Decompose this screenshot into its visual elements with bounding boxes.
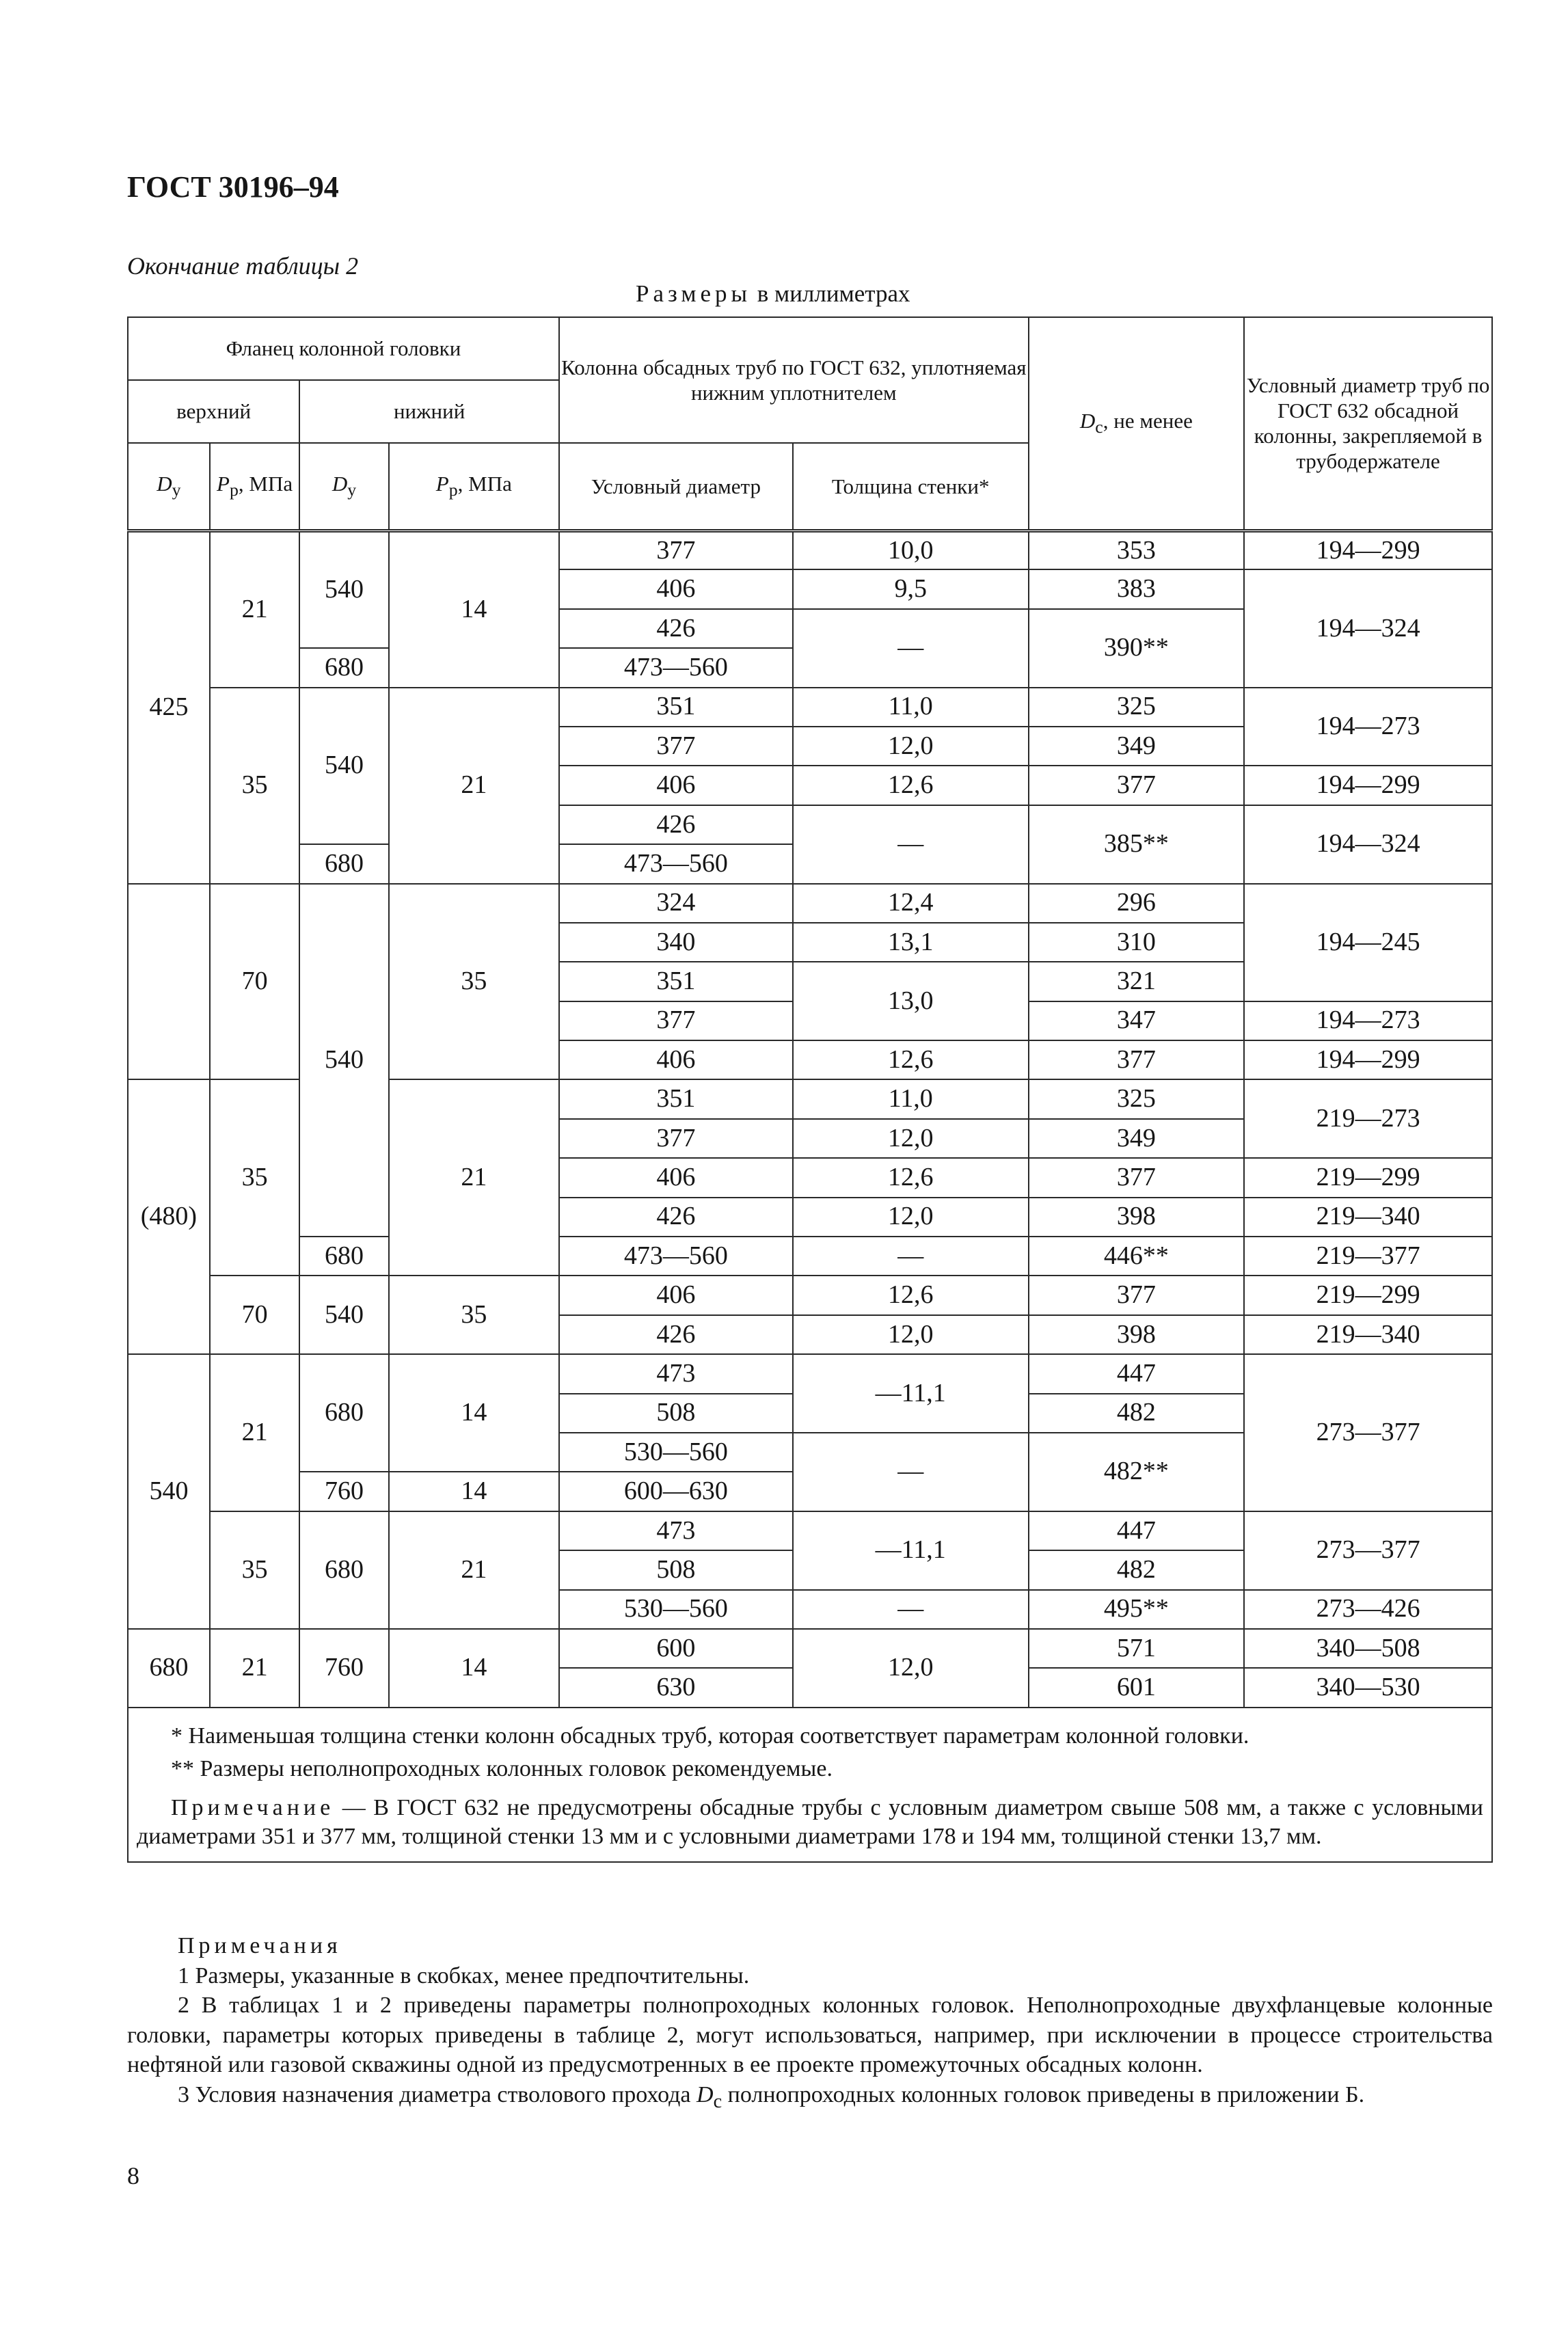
table-cell: 194—299 [1244,530,1492,569]
table-cell: 11,0 [793,1079,1029,1118]
note-3-part-b: полнопроходных колонных головок приведены в приложении Б. [722,2081,1365,2107]
table-cell: 377 [1029,1040,1244,1079]
table-cell: 349 [1029,1119,1244,1158]
table-row [128,1511,1492,1550]
table-cell: 12,6 [793,1276,1029,1314]
table-cell: 21 [389,1079,559,1276]
table-cell: 482 [1029,1550,1244,1589]
table-cell: 377 [559,727,793,766]
header-nominal-holder: Условный диаметр труб по ГОСТ 632 обсадной колонны, закрепляемой в трубодержателе [1244,317,1492,530]
header-flange: Фланец колонной головки [128,317,559,380]
table-cell: 194—299 [1244,766,1492,805]
table-cell: 426 [559,1198,793,1237]
table-cell: 194—273 [1244,688,1492,766]
table-note-text: — В ГОСТ 632 не предусмотрены обсадные трубы с условным диаметром свыше 508 мм, а также с условными диаметрами 351 и 377 мм, толщиной стенки 13 мм и с условными диаметрами 178 и 194 мм, толщиной стенки 13,7 мм. [137,1794,1483,1850]
pr-unit: , МПа [457,472,512,496]
table-cell: 540 [299,1276,388,1354]
table-cell: 349 [1029,727,1244,766]
table-row [128,530,1492,569]
header-pr-upper [210,443,299,530]
table-row [128,1354,1492,1393]
pr-symbol: P [435,472,449,496]
header-wall-thickness: Толщина стенки* [793,443,1029,530]
table-cell: 324 [559,884,793,923]
table-cell: 21 [210,1354,299,1511]
table-cell: 194—324 [1244,569,1492,687]
table-cell: 680 [299,1354,388,1472]
table-cell: 446** [1029,1237,1244,1276]
note-3-part-a: 3 Условия назначения диаметра стволового прохода [178,2081,697,2107]
document-header: ГОСТ 30196–94 [127,170,339,204]
table-notes [128,1708,1492,1862]
table-cell: 14 [389,1354,559,1472]
table-cell: 340—508 [1244,1629,1492,1668]
table-cell: 760 [299,1629,388,1708]
table-cell: 11,0 [793,688,1029,727]
table-cell: 12,0 [793,1629,1029,1708]
table-cell: 398 [1029,1198,1244,1237]
header-upper: верхний [128,380,299,443]
table-cell: 540 [128,1354,210,1629]
table-cell: 12,4 [793,884,1029,923]
table-cell: 406 [559,1158,793,1197]
table-cell: 12,6 [793,1158,1029,1197]
table-cell: — [793,1433,1029,1511]
table-cell: 571 [1029,1629,1244,1668]
table-cell: 13,0 [793,962,1029,1040]
table-cell: 530—560 [559,1433,793,1472]
table-cell: 35 [210,1079,299,1276]
header-dy-upper [128,443,210,530]
note-3-symbol: D [697,2081,714,2107]
table-cell: 385** [1029,805,1244,884]
table-continuation-caption: Окончание таблицы 2 [127,252,359,280]
table-cell: 310 [1029,923,1244,962]
footnote-partial-bore: ** Размеры неполнопроходных колонных головок рекомендуемые. [171,1756,833,1782]
table-cell: 406 [559,766,793,805]
table-cell: 530—560 [559,1590,793,1629]
table-cell: 680 [299,844,388,883]
notes-section [127,1931,1493,2114]
table-cell: 70 [210,884,299,1080]
table-cell: 540 [299,884,388,1237]
dy-symbol: D [157,472,172,496]
table-cell: 473—560 [559,1237,793,1276]
table-cell: 351 [559,962,793,1001]
table-cell: 680 [299,648,388,687]
table-cell: 473 [559,1354,793,1393]
table-cell: 447 [1029,1511,1244,1550]
table-cell: 473 [559,1511,793,1550]
table-cell: 340 [559,923,793,962]
table-cell: 12,0 [793,1315,1029,1354]
table-row [128,1276,1492,1314]
table-cell: 21 [210,530,299,688]
table-cell: 219—299 [1244,1276,1492,1314]
table-cell: 390** [1029,609,1244,688]
table-cell: 473—560 [559,648,793,687]
table-cell: 12,0 [793,1119,1029,1158]
table-cell: 325 [1029,688,1244,727]
table-cell: 680 [299,1511,388,1629]
table-cell: 219—340 [1244,1198,1492,1237]
table-cell: 425 [128,530,210,884]
table-cell: — [793,1237,1029,1276]
table-cell: 340—530 [1244,1668,1492,1707]
footnote-wall-thickness: * Наименьшая толщина стенки колонн обсадных труб, которая соответствует параметрам колонной головки. [171,1723,1249,1749]
table-cell: 508 [559,1550,793,1589]
table-cell: 219—273 [1244,1079,1492,1158]
table-cell: 14 [389,530,559,688]
header-lower: нижний [299,380,559,443]
table-cell: —11,1 [793,1354,1029,1433]
table-cell: 540 [299,530,388,648]
table-cell: 600—630 [559,1472,793,1511]
table-row [128,1629,1492,1668]
table-cell: (480) [128,1079,210,1354]
table-cell: 398 [1029,1315,1244,1354]
table-cell: 406 [559,1040,793,1079]
table-cell: 35 [389,884,559,1080]
table-cell: 540 [299,688,388,845]
dy-subscript: у [172,480,181,500]
table-cell: 273—377 [1244,1354,1492,1511]
table-cell: 377 [1029,766,1244,805]
table-cell: 21 [389,688,559,884]
dc-label: , не менее [1103,409,1193,433]
table-cell: 353 [1029,530,1244,569]
table-cell: 35 [210,688,299,884]
table-cell: 273—377 [1244,1511,1492,1590]
table-cell: 35 [389,1276,559,1354]
table-note-head: Примечание [171,1794,335,1820]
table-cell: 219—340 [1244,1315,1492,1354]
table-cell: 377 [1029,1158,1244,1197]
table-cell: 194—324 [1244,805,1492,884]
table-cell: 70 [210,1276,299,1354]
table-cell: 600 [559,1629,793,1668]
table-cell: — [793,1590,1029,1629]
table-cell: — [793,609,1029,688]
header-casing-column: Колонна обсадных труб по ГОСТ 632, уплотняемая нижним уплотнителем [559,317,1029,443]
pr-symbol: P [217,472,230,496]
table-cell: 35 [210,1511,299,1629]
table-cell: 482 [1029,1394,1244,1433]
table-cell: 194—273 [1244,1001,1492,1040]
pr-subscript: р [229,480,239,500]
table-cell: 219—377 [1244,1237,1492,1276]
table-cell: 12,6 [793,1040,1029,1079]
note-3-subscript: с [713,2090,722,2112]
table-cell: 760 [299,1472,388,1511]
table-cell: 351 [559,688,793,727]
table-cell: 21 [210,1629,299,1708]
header-conditional-diameter: Условный диаметр [559,443,793,530]
table-cell: 680 [299,1237,388,1276]
table-cell: 406 [559,569,793,608]
table-cell: 347 [1029,1001,1244,1040]
table-cell: 473—560 [559,844,793,883]
table-cell: 14 [389,1629,559,1708]
table-cell: — [793,805,1029,884]
table-cell: 12,0 [793,1198,1029,1237]
table-row [128,1237,1492,1276]
table-cell: 426 [559,609,793,648]
header-pr-lower [389,443,559,530]
notes-heading: Примечания [178,1933,342,1958]
units-label-spaced: Размеры [636,280,752,307]
table-row [128,884,1492,923]
dy-symbol: D [332,472,348,496]
table-cell [128,884,210,1080]
note-2: 2 В таблицах 1 и 2 приведены параметры полнопроходных колонных головок. Неполнопроходные двухфланцевые колонные головки, параметры которых приведены в таблице 2, могут использоваться, например, при исключении в процессе строительства нефтяной или газовой скважины одной из предусмотренных в ее проекте промежуточных обсадных колонн. [127,1993,1493,2078]
table-cell: 13,1 [793,923,1029,962]
table-cell: 14 [389,1472,559,1511]
dc-subscript: с [1095,417,1103,437]
table-cell: 495** [1029,1590,1244,1629]
table-cell: 630 [559,1668,793,1707]
table-cell: 351 [559,1079,793,1118]
table-cell: 12,0 [793,727,1029,766]
units-label-rest: в миллиметрах [751,280,910,307]
note-3 [127,2080,1493,2114]
table-cell: 296 [1029,884,1244,923]
table-cell: 426 [559,805,793,844]
table-cell: 194—245 [1244,884,1492,1001]
table-cell: 383 [1029,569,1244,608]
table-cell: 12,6 [793,766,1029,805]
table-cell: 680 [128,1629,210,1708]
dimensions-table [127,316,1493,1863]
table-cell: 21 [389,1511,559,1629]
table-cell: 321 [1029,962,1244,1001]
table-row [128,688,1492,727]
table-cell: 273—426 [1244,1590,1492,1629]
table-cell: 406 [559,1276,793,1314]
units-caption [636,280,910,308]
pr-subscript: р [448,480,458,500]
table-cell: 601 [1029,1668,1244,1707]
header-dy-lower [299,443,388,530]
pr-unit: , МПа [238,472,293,496]
dc-symbol: D [1079,409,1096,433]
table-cell: 508 [559,1394,793,1433]
table-cell: 377 [559,1001,793,1040]
table-cell: 482** [1029,1433,1244,1511]
table-cell: 447 [1029,1354,1244,1393]
note-1: 1 Размеры, указанные в скобках, менее предпочтительны. [178,1963,750,1988]
page-number: 8 [127,2162,139,2189]
table-note [137,1794,1483,1852]
dy-subscript: у [347,480,357,500]
table-cell: 377 [559,1119,793,1158]
table-cell: 325 [1029,1079,1244,1118]
table-cell: —11,1 [793,1511,1029,1590]
table-cell: 219—299 [1244,1158,1492,1197]
header-dc [1029,317,1244,530]
table-cell: 377 [1029,1276,1244,1314]
table-cell: 10,0 [793,530,1029,569]
table-notes-row [128,1708,1492,1862]
table-cell: 377 [559,530,793,569]
table-cell: 426 [559,1315,793,1354]
table-cell: 194—299 [1244,1040,1492,1079]
table-cell: 9,5 [793,569,1029,608]
